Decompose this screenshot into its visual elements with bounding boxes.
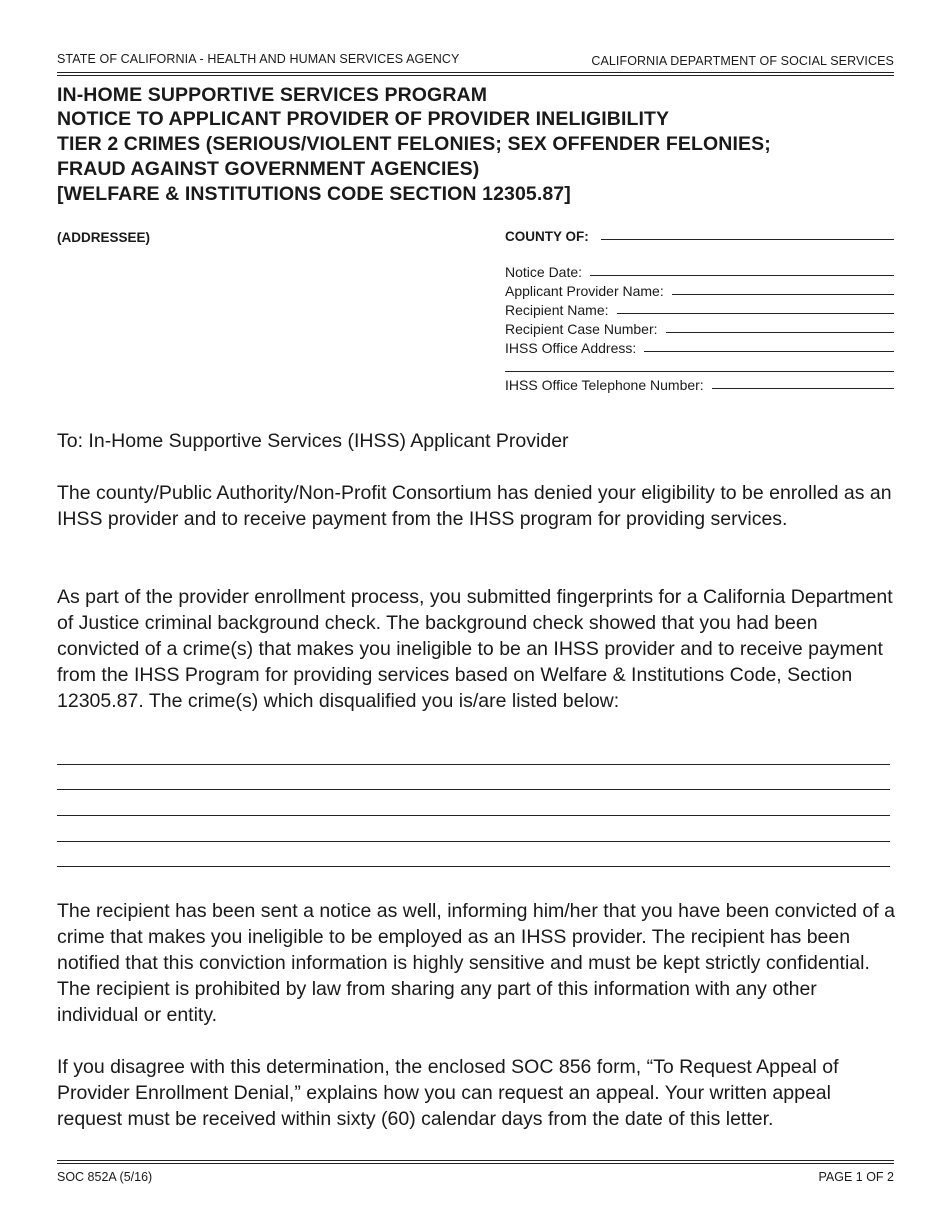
crime-entry-line[interactable]: [57, 764, 890, 765]
county-of-field[interactable]: [505, 229, 894, 244]
department-name: CALIFORNIA DEPARTMENT OF SOCIAL SERVICES: [591, 54, 894, 68]
recipient-case-number-label: Recipient Case Number:: [505, 321, 658, 337]
footer-rule: [57, 1160, 894, 1161]
ihss-office-address-field[interactable]: [505, 340, 894, 356]
crime-entry-line[interactable]: [57, 866, 890, 867]
recipient-name-label: Recipient Name:: [505, 302, 609, 318]
crime-entry-line[interactable]: [57, 815, 890, 816]
header-rule-2: [57, 75, 894, 76]
applicant-provider-name-field[interactable]: [505, 283, 894, 299]
recipient-name-line[interactable]: [617, 312, 895, 314]
paragraph-appeal: If you disagree with this determination, the enclosed SOC 856 form, “To Request Appeal of Provider Enrollment Denial,” explains how you can request an appeal. Your written appeal request must be received within sixty (60) calendar days from the date of this letter.: [57, 1056, 839, 1130]
ihss-office-address-label: IHSS Office Address:: [505, 340, 637, 356]
ihss-office-address-line-2[interactable]: [505, 371, 894, 372]
title-line-4: FRAUD AGAINST GOVERNMENT AGENCIES): [57, 158, 480, 180]
paragraph-denial: The county/Public Authority/Non-Profit Consortium has denied your eligibility to be enrolled as an IHSS provider and to receive payment from the IHSS program for providing services.: [57, 482, 892, 530]
salutation: To: In-Home Supportive Services (IHSS) Applicant Provider: [57, 430, 569, 452]
crime-entry-line[interactable]: [57, 789, 890, 790]
form-number: SOC 852A (5/16): [57, 1170, 153, 1184]
page-number: PAGE 1 OF 2: [818, 1170, 894, 1184]
ihss-office-address-line[interactable]: [644, 350, 894, 352]
notice-date-field[interactable]: [505, 264, 894, 280]
ihss-office-telephone-label: IHSS Office Telephone Number:: [505, 377, 704, 393]
title-line-1: IN-HOME SUPPORTIVE SERVICES PROGRAM: [57, 84, 488, 106]
title-line-5: [WELFARE & INSTITUTIONS CODE SECTION 12305.87]: [57, 183, 571, 205]
applicant-provider-name-label: Applicant Provider Name:: [505, 283, 664, 299]
county-of-line[interactable]: [601, 238, 894, 240]
agency-name: STATE OF CALIFORNIA - HEALTH AND HUMAN SERVICES AGENCY: [57, 52, 460, 66]
notice-date-label: Notice Date:: [505, 264, 583, 280]
title-line-3: TIER 2 CRIMES (SERIOUS/VIOLENT FELONIES; SEX OFFENDER FELONIES;: [57, 133, 771, 155]
ihss-office-telephone-line[interactable]: [712, 387, 894, 389]
notice-date-line[interactable]: [590, 274, 894, 276]
recipient-name-field[interactable]: [505, 302, 894, 318]
footer-rule-2: [57, 1163, 894, 1164]
recipient-case-number-field[interactable]: [505, 321, 894, 337]
recipient-case-number-line[interactable]: [666, 331, 894, 333]
addressee-label: (ADDRESSEE): [57, 230, 151, 245]
title-line-2: NOTICE TO APPLICANT PROVIDER OF PROVIDER INELIGIBILITY: [57, 108, 670, 130]
ihss-office-telephone-field[interactable]: [505, 377, 894, 393]
paragraph-recipient-notice: The recipient has been sent a notice as well, informing him/her that you have been convicted of a crime that makes you ineligible to be employed as an IHSS provider. The recipient has been notified that this conviction information is highly sensitive and must be kept strictly confidential. The recipient is prohibited by law from sharing any part of this information with any other individual or entity.: [57, 900, 895, 1026]
applicant-provider-name-line[interactable]: [672, 293, 894, 295]
county-of-label: COUNTY OF:: [505, 229, 589, 244]
crime-entry-line[interactable]: [57, 841, 890, 842]
paragraph-background-check: As part of the provider enrollment process, you submitted fingerprints for a California Department of Justice criminal background check. The background check showed that you had been convicted of a crime(s) that makes you ineligible to be an IHSS provider and to receive payment from the IHSS Program for providing services based on Welfare & Institutions Code, Section 12305.87. The crime(s) which disqualified you is/are listed below:: [57, 586, 893, 712]
header-rule: [57, 72, 894, 73]
